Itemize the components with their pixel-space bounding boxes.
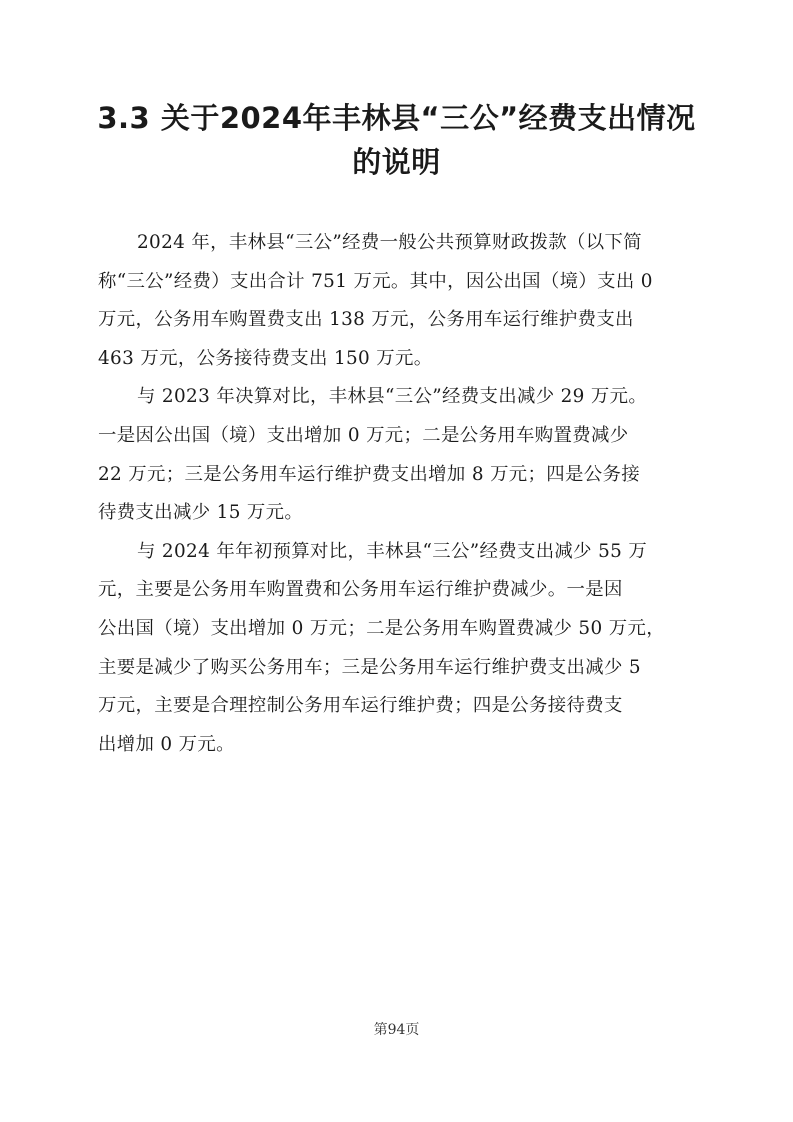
paragraph-line: 463 万元，公务接待费支出 150 万元。	[98, 347, 433, 369]
paragraph-line: 与 2023 年决算对比，丰林县“三公”经费支出减少 29 万元。	[137, 386, 648, 408]
page-number: 第94页	[373, 1022, 420, 1038]
title-line-2: 的说明	[352, 145, 441, 179]
paragraph-line: 一是因公出国（境）支出增加 0 万元；二是公务用车购置费减少	[98, 424, 629, 446]
document-body	[98, 224, 698, 764]
paragraph-line: 主要是减少了购买公务用车；三是公务用车运行维护费支出减少 5	[98, 656, 641, 678]
paragraph-line: 与 2024 年年初预算对比，丰林县“三公”经费支出减少 55 万	[137, 540, 648, 562]
paragraph-line: 22 万元；三是公务用车运行维护费支出增加 8 万元；四是公务接	[98, 463, 640, 485]
title-line-1: 3.3 关于2024年丰林县“三公”经费支出情况	[97, 101, 696, 135]
paragraph-line: 元，主要是公务用车购置费和公务用车运行维护费减少。一是因	[98, 579, 623, 601]
page-title	[70, 96, 723, 184]
paragraph-line: 公出国（境）支出增加 0 万元；二是公务用车购置费减少 50 万元，	[98, 617, 665, 639]
paragraph-line: 万元，公务用车购置费支出 138 万元，公务用车运行维护费支出	[98, 309, 634, 331]
paragraph-line: 2024 年，丰林县“三公”经费一般公共预算财政拨款（以下简	[137, 232, 642, 253]
paragraph-vs-budget	[98, 533, 698, 765]
paragraph-vs-2023	[98, 378, 698, 532]
paragraph-line: 出增加 0 万元。	[98, 733, 235, 755]
paragraph-line: 万元，主要是合理控制公务用车运行维护费；四是公务接待费支	[98, 695, 623, 717]
paragraph-summary	[98, 224, 698, 378]
paragraph-line: 待费支出减少 15 万元。	[98, 502, 304, 524]
paragraph-line: 称“三公”经费）支出合计 751 万元。其中，因公出国（境）支出 0	[98, 270, 653, 292]
